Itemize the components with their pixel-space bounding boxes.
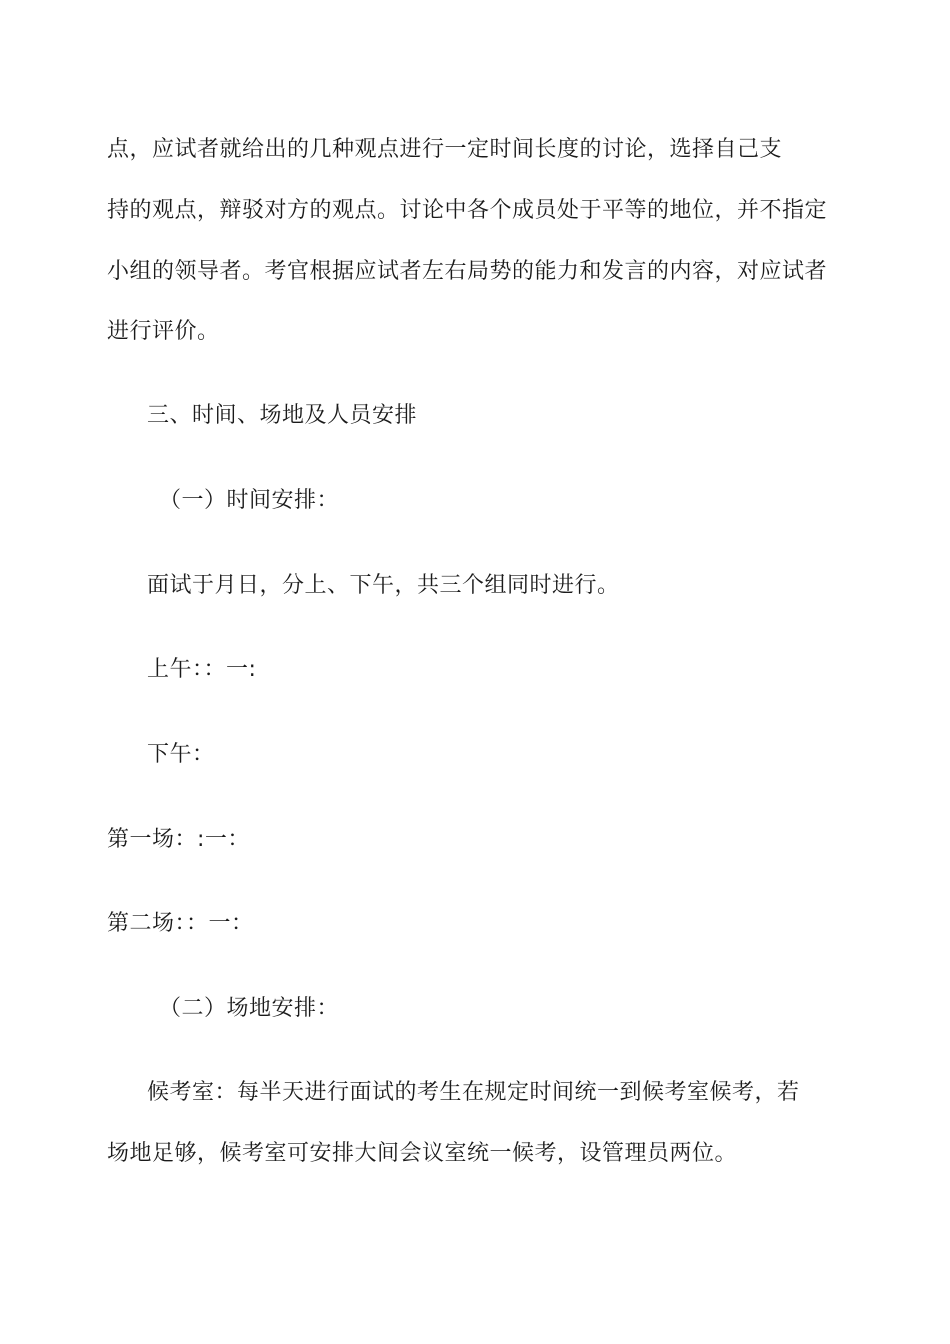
paragraph-line: 点，应试者就给出的几种观点进行一定时间长度的讨论，选择自己支: [107, 137, 783, 162]
session-two: 第二场：：一：: [107, 911, 254, 936]
subsection-heading: （二）场地安排：: [159, 996, 340, 1021]
paragraph-line: 候考室：每半天进行面试的考生在规定时间统一到候考室候考，若: [147, 1080, 800, 1105]
subsection-heading: （一）时间安排：: [159, 488, 340, 513]
paragraph-line: 进行评价。: [107, 319, 220, 344]
morning-time: 上午：：一:: [147, 657, 257, 682]
paragraph-line: 持的观点，辩驳对方的观点。讨论中各个成员处于平等的地位，并不指定: [107, 198, 828, 223]
section-heading: 三、时间、场地及人员安排: [147, 403, 418, 428]
session-one: 第一场：:一：: [107, 827, 250, 852]
paragraph-line: 小组的领导者。考官根据应试者左右局势的能力和发言的内容，对应试者: [107, 259, 828, 284]
schedule-intro: 面试于月日，分上、下午，共三个组同时进行。: [147, 573, 620, 598]
paragraph-line: 场地足够，候考室可安排大间会议室统一候考，设管理员两位。: [107, 1141, 738, 1166]
afternoon-time: 下午：: [147, 742, 215, 767]
